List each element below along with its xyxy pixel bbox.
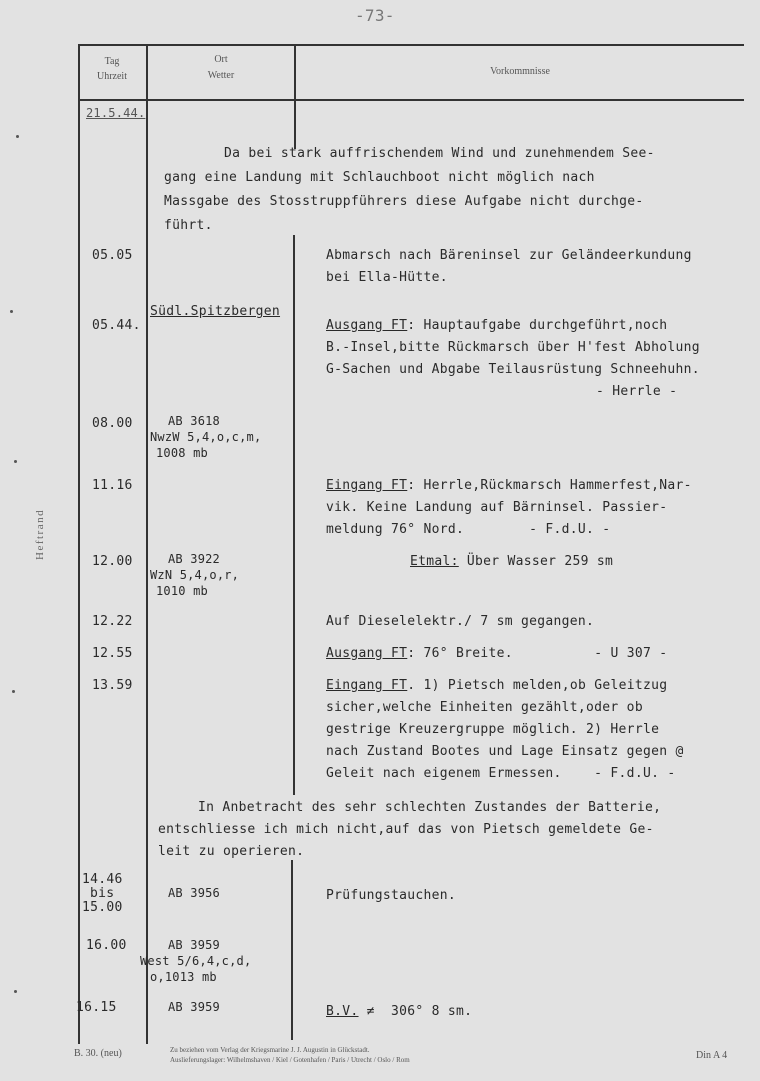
text-line [410,554,613,569]
margin-label: Heftrand [34,508,46,560]
entry-place: Südl.Spitzbergen [150,304,281,319]
header-time-label: Uhrzeit [97,71,127,82]
entry-label: Ausgang FT [326,318,408,333]
weather-line: o,1013 mb [150,970,217,984]
entry-time: 16.00 [86,938,127,953]
text-line [326,678,667,693]
entry-time: 16.15 [76,1000,117,1015]
entry-time: 15.00 [82,900,123,915]
weather-line: AB 3956 [168,886,220,900]
weather-line: West 5/6,4,c,d, [140,954,252,968]
column-divider [291,860,293,1040]
text-line: sicher,welche Einheiten gezählt,oder ob [326,700,643,715]
paper-format: Din A 4 [696,1050,728,1061]
header-date-label: Tag [104,56,120,67]
entry-time: 08.00 [92,416,133,431]
entry-time: 12.00 [92,554,133,569]
text-line: Abmarsch nach Bäreninsel zur Geländeerkundung [326,248,692,263]
entry-text: ≠ 306° 8 sm. [358,1004,473,1019]
text-line: führt. [164,218,213,233]
text-line: vik. Keine Landung auf Bärninsel. Passier- [326,500,668,515]
header-place-label: Ort [214,54,228,65]
weather-line: NwzW 5,4,o,c,m, [150,430,262,444]
text-line: bei Ella-Hütte. [326,270,448,285]
entry-text: : 76° Breite. - U 307 - [407,646,668,661]
header-events-label: Vorkommnisse [490,66,550,77]
footer-publisher: Zu beziehen vom Verlag der Kriegsmarine J. J. Augustin in Glückstadt. [170,1046,370,1054]
text-line: Geleit nach eigenem Ermessen. - F.d.U. - [326,766,676,781]
column-divider [146,44,148,1044]
entry-text: : Herrle,Rückmarsch Hammerfest,Nar- [407,478,692,493]
table-top-border [78,44,744,46]
text-line: Massgabe des Stosstruppführers diese Aufgabe nicht durchge- [164,194,644,209]
text-line [326,318,667,333]
text-line: leit zu operieren. [158,844,305,859]
weather-line: WzN 5,4,o,r, [150,568,240,582]
entry-label: B.V. [326,1004,359,1019]
entry-label: Etmal: [410,554,459,569]
text-line: entschliesse ich mich nicht,auf das von Pietsch gemeldete Ge- [158,822,654,837]
signature: - Herrle - [596,384,678,399]
entry-text: . 1) Pietsch melden,ob Geleitzug [407,678,668,693]
punch-mark [14,990,17,993]
header-weather-label: Wetter [207,70,235,81]
text-line: B.-Insel,bitte Rückmarsch über H'fest Abholung [326,340,700,355]
entry-time: bis [90,886,115,901]
weather-line: 1010 mb [156,584,208,598]
text-line: Da bei stark auffrischendem Wind und zunehmendem See- [224,146,655,161]
punch-mark [10,310,13,313]
punch-mark [14,460,17,463]
entry-text: : Hauptaufgabe durchgeführt,noch [407,318,668,333]
punch-mark [16,135,19,138]
weather-line: 1008 mb [156,446,208,460]
column-divider [294,44,296,149]
text-line: meldung 76° Nord. - F.d.U. - [326,522,611,537]
entry-time: 12.22 [92,614,133,629]
text-line: In Anbetracht des sehr schlechten Zustandes der Batterie, [198,800,662,815]
entry-date: 21.5.44. [86,106,146,120]
table-left-border [78,44,80,1044]
weather-line: AB 3922 [168,552,220,566]
text-line [326,646,667,661]
text-line: nach Zustand Bootes und Lage Einsatz gegen @ [326,744,684,759]
entry-label: Eingang FT [326,678,408,693]
text-line: Prüfungstauchen. [326,888,457,903]
entry-text: Über Wasser 259 sm [458,554,614,569]
entry-time: 05.05 [92,248,133,263]
entry-time: 14.46 [82,872,123,887]
entry-time: 13.59 [92,678,133,693]
text-line [326,1004,472,1019]
text-line [326,478,692,493]
punch-mark [12,690,15,693]
text-line: G-Sachen und Abgabe Teilausrüstung Schneehuhn. [326,362,700,377]
form-number: B. 30. (neu) [74,1048,122,1059]
footer-distribution: Auslieferungslager: Wilhelmshaven / Kiel / Gotenhafen / Paris / Utrecht / Oslo / Rom [170,1056,410,1064]
weather-line: AB 3618 [168,414,220,428]
weather-line: AB 3959 [168,938,220,952]
entry-time: 12.55 [92,646,133,661]
page-number: -73- [355,6,395,25]
table-header-border [78,99,744,101]
text-line: gestrige Kreuzergruppe möglich. 2) Herrle [326,722,660,737]
entry-time: 11.16 [92,478,133,493]
column-divider [293,235,295,795]
weather-line: AB 3959 [168,1000,220,1014]
entry-label: Ausgang FT [326,646,408,661]
entry-time: 05.44. [92,318,141,333]
text-line: gang eine Landung mit Schlauchboot nicht möglich nach [164,170,595,185]
entry-label: Eingang FT [326,478,408,493]
text-line: Auf Dieselelektr./ 7 sm gegangen. [326,614,595,629]
